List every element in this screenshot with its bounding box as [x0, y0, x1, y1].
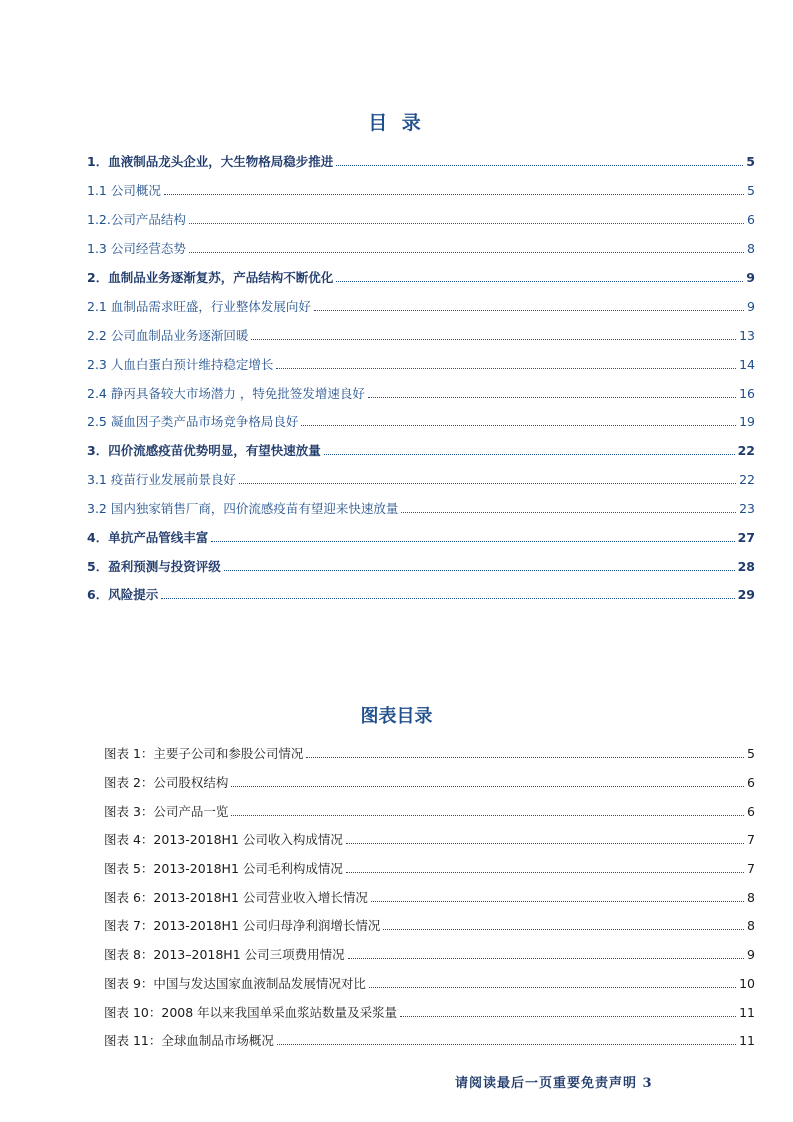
toc-entry[interactable] [87, 324, 755, 344]
toc-entry[interactable] [87, 353, 755, 373]
dot-leader [276, 368, 736, 369]
toc-entry-page: 14 [739, 357, 755, 372]
toc-entry-page: 28 [737, 559, 755, 574]
figure-entry-label: 图表 10：2008 年以来我国单采血浆站数量及采浆量 [104, 1005, 398, 1020]
toc-entry-label: 3．四价流感疫苗优势明显，有望快速放量 [87, 443, 321, 458]
dot-leader [189, 252, 744, 253]
dot-leader [301, 425, 736, 426]
figure-entry-label: 图表 9：中国与发达国家血液制品发展情况对比 [104, 976, 366, 991]
figure-entry-label: 图表 6：2013-2018H1 公司营业收入增长情况 [104, 890, 368, 905]
toc-entry-label: 1.1 公司概况 [87, 183, 161, 198]
figure-entry-page: 6 [747, 804, 755, 819]
toc-entry-label: 2.2 公司血制品业务逐渐回暖 [87, 328, 249, 343]
figure-entry[interactable] [104, 800, 755, 820]
toc-title: 目 录 [368, 112, 425, 134]
toc-entry-label: 3.1 疫苗行业发展前景良好 [87, 472, 236, 487]
toc-entry[interactable] [87, 439, 755, 459]
figure-entry-label: 图表 8：2013–2018H1 公司三项费用情况 [104, 947, 345, 962]
footer-disclaimer: 请阅读最后一页重要免责声明 3 [455, 1076, 653, 1091]
figure-entry-page: 11 [739, 1033, 755, 1048]
figure-entry-label: 图表 2：公司股权结构 [104, 775, 229, 790]
figure-entry[interactable] [104, 742, 755, 762]
toc-entry-page: 5 [746, 154, 755, 169]
toc-entry[interactable] [87, 468, 755, 488]
toc-entry[interactable] [87, 179, 755, 199]
toc-entry-label: 2.3 人血白蛋白预计维持稳定增长 [87, 357, 274, 372]
dot-leader [348, 958, 744, 959]
toc-entry-label: 3.2 国内独家销售厂商，四价流感疫苗有望迎来快速放量 [87, 501, 399, 516]
dot-leader [369, 987, 736, 988]
figure-entry-label: 图表 3：公司产品一览 [104, 804, 229, 819]
dot-leader [277, 1044, 736, 1045]
figure-entry[interactable] [104, 771, 755, 791]
figure-entry-page: 11 [739, 1005, 755, 1020]
toc-entry-page: 23 [739, 501, 755, 516]
dot-leader [400, 1016, 736, 1017]
toc-entry-label: 1．血液制品龙头企业，大生物格局稳步推进 [87, 154, 334, 169]
toc-entry-label: 2.5 凝血因子类产品市场竞争格局良好 [87, 414, 299, 429]
toc-entry-label: 1.2.公司产品结构 [87, 212, 186, 227]
figure-entry[interactable] [104, 857, 755, 877]
toc-entry-page: 22 [739, 472, 755, 487]
figure-entry-label: 图表 11：全球血制品市场概况 [104, 1033, 274, 1048]
figure-entry-page: 7 [747, 832, 755, 847]
figure-entry[interactable] [104, 943, 755, 963]
toc-entry[interactable] [87, 295, 755, 315]
dot-leader [164, 194, 744, 195]
dot-leader [383, 929, 744, 930]
toc-entry-label: 4．单抗产品管线丰富 [87, 530, 209, 545]
figure-entry-page: 7 [747, 861, 755, 876]
toc-entry[interactable] [87, 382, 755, 402]
toc-entry-page: 9 [746, 270, 755, 285]
dot-leader [306, 757, 744, 758]
figure-entry-page: 5 [747, 746, 755, 761]
figure-entry[interactable] [104, 914, 755, 934]
dot-leader [346, 843, 744, 844]
toc-entry-label: 2．血制品业务逐渐复苏，产品结构不断优化 [87, 270, 334, 285]
toc-entry[interactable] [87, 410, 755, 430]
figure-entry-label: 图表 7：2013-2018H1 公司归母净利润增长情况 [104, 918, 381, 933]
toc-entry-label: 6．风险提示 [87, 587, 159, 602]
figure-entry[interactable] [104, 828, 755, 848]
dot-leader [239, 483, 736, 484]
toc-entry[interactable] [87, 208, 755, 228]
figure-entry-label: 图表 1：主要子公司和参股公司情况 [104, 746, 304, 761]
toc-entry-page: 29 [737, 587, 755, 602]
figure-entry[interactable] [104, 886, 755, 906]
figure-entry[interactable] [104, 1029, 755, 1049]
figure-entry-page: 8 [747, 918, 755, 933]
figure-entry-page: 9 [747, 947, 755, 962]
figure-entry[interactable] [104, 972, 755, 992]
toc-entry-page: 19 [739, 414, 755, 429]
figure-entry-label: 图表 4：2013-2018H1 公司收入构成情况 [104, 832, 343, 847]
toc-entry-page: 16 [739, 386, 755, 401]
dot-leader [231, 815, 744, 816]
toc-entry-page: 8 [747, 241, 755, 256]
dot-leader [224, 570, 735, 571]
dot-leader [231, 786, 744, 787]
figure-entry-page: 8 [747, 890, 755, 905]
toc-entry-page: 9 [747, 299, 755, 314]
dot-leader [336, 281, 743, 282]
dot-leader [211, 541, 734, 542]
toc-entry-page: 22 [737, 443, 755, 458]
toc-entry[interactable] [87, 237, 755, 257]
toc-entry-label: 5．盈利预测与投资评级 [87, 559, 221, 574]
toc-entry-label: 2.4 静丙具备较大市场潜力 ，特免批签发增速良好 [87, 386, 365, 401]
toc-entry[interactable] [87, 583, 755, 603]
dot-leader [161, 598, 734, 599]
toc-entry-page: 27 [737, 530, 755, 545]
dot-leader [368, 397, 736, 398]
toc-entry[interactable] [87, 555, 755, 575]
toc-entry-page: 13 [739, 328, 755, 343]
figure-entry-label: 图表 5：2013-2018H1 公司毛利构成情况 [104, 861, 343, 876]
dot-leader [189, 223, 744, 224]
toc-entry-page: 6 [747, 212, 755, 227]
toc-entry[interactable] [87, 266, 755, 286]
figure-entry-page: 6 [747, 775, 755, 790]
toc-entry-page: 5 [747, 183, 755, 198]
dot-leader [371, 901, 744, 902]
dot-leader [346, 872, 744, 873]
toc-entry[interactable] [87, 497, 755, 517]
toc-entry-label: 1.3 公司经营态势 [87, 241, 186, 256]
figure-list-title: 图表目录 [360, 706, 433, 727]
dot-leader [324, 454, 735, 455]
dot-leader [314, 310, 744, 311]
dot-leader [336, 165, 743, 166]
toc-entry-label: 2.1 血制品需求旺盛，行业整体发展向好 [87, 299, 311, 314]
dot-leader [251, 339, 736, 340]
toc-entry[interactable] [87, 150, 755, 170]
toc-entry[interactable] [87, 526, 755, 546]
figure-entry[interactable] [104, 1001, 755, 1021]
dot-leader [401, 512, 736, 513]
figure-entry-page: 10 [739, 976, 755, 991]
